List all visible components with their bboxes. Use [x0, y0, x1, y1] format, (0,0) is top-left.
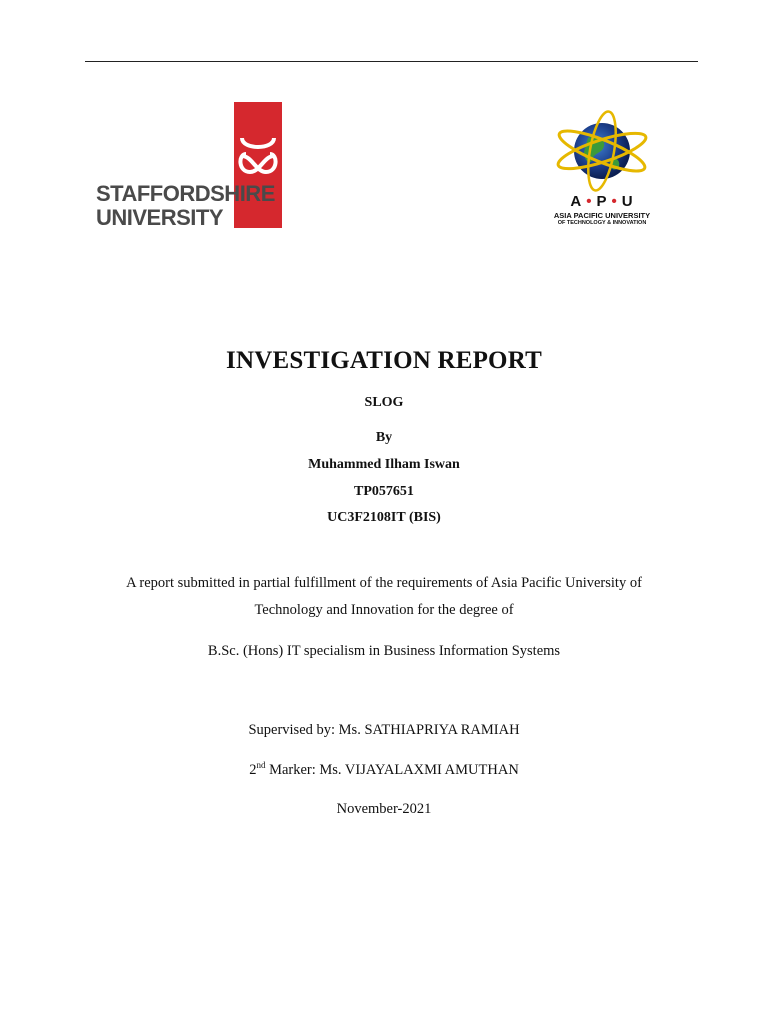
student-id: TP057651 [354, 484, 414, 499]
author-name: Muhammed Ilham Iswan [308, 457, 460, 472]
staffordshire-logo [96, 102, 288, 232]
apu-letter-a: A [570, 193, 583, 210]
submission-line1: A report submitted in partial fulfillment of the requirements of Asia Pacific University of [126, 575, 642, 591]
degree-title: B.Sc. (Hons) IT specialism in Business Information Systems [207, 643, 561, 659]
marker-text: Marker: Ms. VIJAYALAXMI AMUTHAN [265, 762, 519, 778]
staffordshire-wordmark-line2: UNIVERSITY [96, 205, 224, 230]
globe-atom-icon [554, 108, 650, 194]
supervisor-line: Supervised by: Ms. SATHIAPRIYA RAMIAH [248, 722, 520, 738]
report-date: November-2021 [336, 801, 432, 817]
staffordshire-wordmark-line1: STAFFORDSHIRE [96, 181, 275, 206]
marker-ordinal: 2 [249, 762, 257, 778]
apu-name-line2: OF TECHNOLOGY & INNOVATION [557, 220, 647, 226]
apu-name-line1: ASIA PACIFIC UNIVERSITY [553, 211, 651, 220]
report-title: INVESTIGATION REPORT [226, 347, 542, 374]
apu-logo [540, 108, 664, 232]
apu-letter-p: P [596, 193, 608, 210]
apu-letters: A • P • U [570, 193, 634, 210]
intake-code: UC3F2108IT (BIS) [327, 510, 441, 525]
by-label: By [375, 430, 393, 445]
submission-line2: Technology and Innovation for the degree of [254, 602, 514, 618]
second-marker-line [0, 762, 768, 779]
project-name: SLOG [364, 395, 404, 410]
stafford-knot-icon [234, 132, 282, 180]
header-rule [85, 61, 698, 62]
apu-letter-u: U [621, 193, 634, 210]
marker-ordinal-suffix: nd [256, 760, 266, 771]
